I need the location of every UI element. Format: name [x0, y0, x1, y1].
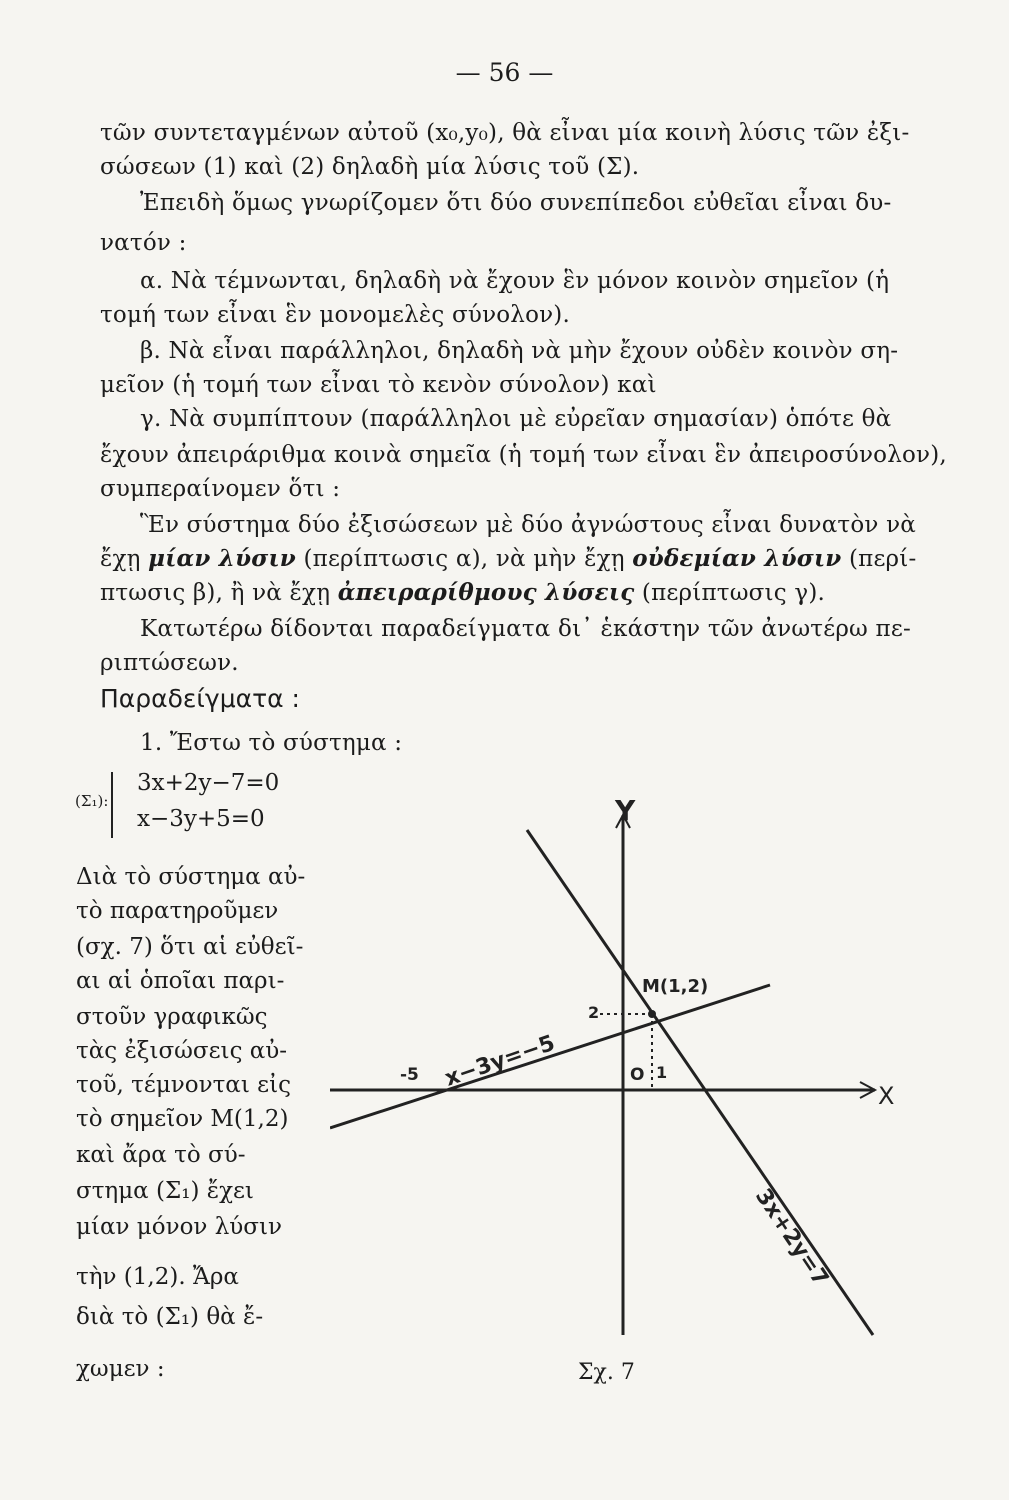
- text-run: (περίπτωσις α), νὰ μὴν ἔχῃ: [295, 546, 633, 572]
- column-line: στημα (Σ₁) ἔχει: [76, 1178, 254, 1204]
- text-line: Ἐπειδὴ ὅμως γνωρίζομεν ὅτι δύο συνεπίπεδοι εὐθεῖαι εἶναι δυ-: [140, 190, 892, 216]
- tick-neg5-label: -5: [400, 1065, 419, 1085]
- equation-1: 3x+2y−7=0: [137, 770, 280, 796]
- text-line: νατόν :: [100, 230, 187, 256]
- text-line: γ. Νὰ συμπίπτουν (παράλληλοι μὲ εὐρεῖαν σημασίαν) ὁπότε θὰ: [140, 406, 892, 432]
- column-line: (σχ. 7) ὅτι αἱ εὐθεῖ-: [76, 934, 304, 960]
- column-line: τὴν (1,2). Ἄρα: [76, 1264, 239, 1290]
- column-line: αι αἱ ὁποῖαι παρι-: [76, 968, 285, 994]
- section-heading: Παραδείγματα :: [100, 684, 300, 713]
- brace: [111, 772, 121, 838]
- column-line: καὶ ἄρα τὸ σύ-: [76, 1142, 246, 1168]
- column-line: Διὰ τὸ σύστημα αὐ-: [76, 864, 306, 890]
- text-run: (περίπτωσις γ).: [634, 580, 825, 606]
- example-intro: 1. Ἔστω τὸ σύστημα :: [140, 730, 403, 756]
- tick-2-label: 2: [588, 1003, 600, 1022]
- column-line: τὸ σημεῖον M(1,2): [76, 1106, 289, 1132]
- text-line: τῶν συντεταγμένων αὐτοῦ (x₀,y₀), θὰ εἶναι μία κοινὴ λύσις τῶν ἐξι-: [100, 120, 910, 146]
- text-run: πτωσις β), ἢ νὰ ἔχῃ: [100, 580, 338, 606]
- equation-2: x−3y+5=0: [137, 806, 265, 832]
- axis-x-label: X: [878, 1082, 895, 1110]
- page-number: — 56 —: [455, 58, 554, 87]
- text-line: συμπεραίνομεν ὅτι :: [100, 476, 341, 502]
- origin-label: O: [630, 1065, 645, 1085]
- text-line: ριπτώσεων.: [100, 650, 239, 676]
- column-line: διὰ τὸ (Σ₁) θὰ ἔ-: [76, 1304, 264, 1330]
- tick-1-label: 1: [656, 1063, 668, 1082]
- emphasis: ἀπειραρίθμους λύσεις: [337, 579, 635, 606]
- point-m: [648, 1010, 656, 1018]
- text-line: α. Νὰ τέμνωνται, δηλαδὴ νὰ ἔχουν ἓν μόνον κοινὸν σημεῖον (ἡ: [140, 268, 890, 294]
- text-run: ἔχῃ: [100, 546, 149, 572]
- text-run: (περί-: [841, 546, 917, 572]
- axis-y-label: Y: [615, 794, 636, 827]
- equation-system: [75, 770, 315, 840]
- column-line: τὰς ἐξισώσεις αὐ-: [76, 1038, 288, 1064]
- emphasis: οὐδεμίαν λύσιν: [632, 545, 842, 572]
- figure-7: [330, 760, 905, 1360]
- text-line: β. Νὰ εἶναι παράλληλοι, δηλαδὴ νὰ μὴν ἔχουν οὐδὲν κοινὸν ση-: [140, 338, 899, 364]
- column-line: χωμεν :: [76, 1356, 165, 1382]
- system-label: (Σ₁):: [75, 792, 109, 810]
- text-line: Ἓν σύστημα δύο ἐξισώσεων μὲ δύο ἀγνώστους εἶναι δυνατὸν νὰ: [140, 512, 917, 538]
- column-line: τὸ παρατηροῦμεν: [76, 898, 279, 924]
- text-line-rule: [100, 578, 915, 608]
- column-line: στοῦν γραφικῶς: [76, 1004, 268, 1030]
- emphasis: μίαν λύσιν: [148, 545, 296, 572]
- text-line: σώσεων (1) καὶ (2) δηλαδὴ μία λύσις τοῦ (Σ).: [100, 154, 640, 180]
- column-line: μίαν μόνον λύσιν: [76, 1214, 282, 1240]
- text-line: ἔχουν ἀπειράριθμα κοινὰ σημεῖα (ἡ τομή των εἶναι ἓν ἀπειροσύνολον),: [100, 442, 947, 468]
- text-line-rule: [100, 544, 915, 574]
- text-line: μεῖον (ἡ τομή των εἶναι τὸ κενὸν σύνολον) καὶ: [100, 372, 657, 398]
- figure-caption: Σχ. 7: [578, 1360, 635, 1385]
- text-line: Κατωτέρω δίδονται παραδείγματα δι᾽ ἑκάστην τῶν ἀνωτέρω πε-: [140, 616, 911, 642]
- text-line: τομή των εἶναι ἓν μονομελὲς σύνολον).: [100, 302, 570, 328]
- column-line: τοῦ, τέμνονται εἰς: [76, 1072, 291, 1098]
- line1-label: x−3y=−5: [441, 1030, 559, 1092]
- line2-label: 3x+2y=7: [750, 1184, 834, 1291]
- point-m-label: M(1,2): [642, 976, 709, 997]
